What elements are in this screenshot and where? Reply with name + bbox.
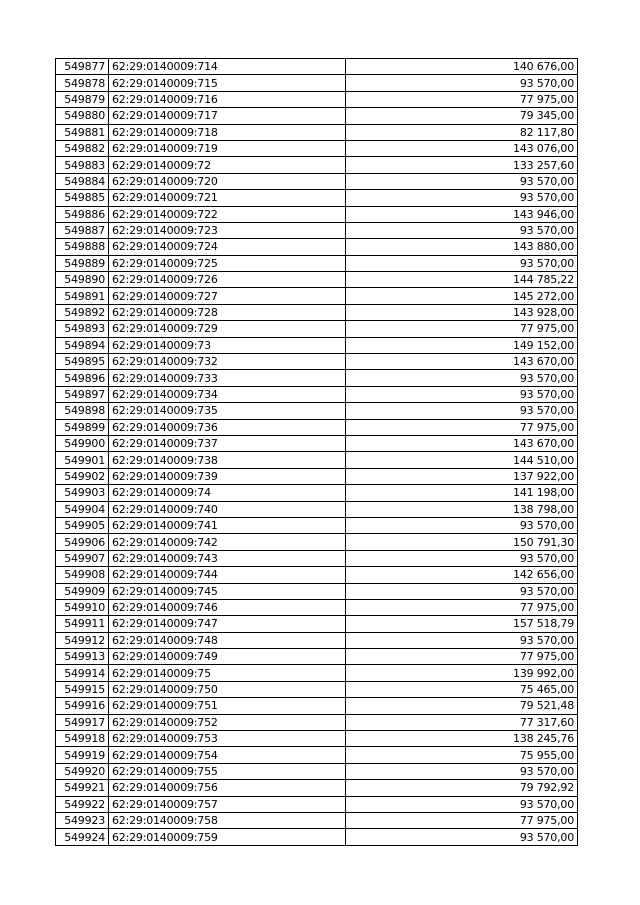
value-cell: 77 317,60 [346, 714, 578, 730]
cadastral-number-cell: 62:29:0140009:759 [109, 829, 346, 845]
table-row [56, 665, 578, 681]
row-number-cell: 549884 [56, 173, 109, 189]
table-row [56, 370, 578, 386]
value-cell: 93 570,00 [346, 386, 578, 402]
cadastral-number-cell: 62:29:0140009:753 [109, 731, 346, 747]
cadastral-number-cell: 62:29:0140009:721 [109, 190, 346, 206]
table-row [56, 812, 578, 828]
table-row [56, 321, 578, 337]
table-row [56, 206, 578, 222]
cadastral-number-cell: 62:29:0140009:75 [109, 665, 346, 681]
table-row [56, 108, 578, 124]
table-row [56, 616, 578, 632]
row-number-cell: 549913 [56, 649, 109, 665]
row-number-cell: 549895 [56, 354, 109, 370]
table-row [56, 534, 578, 550]
value-cell: 141 198,00 [346, 485, 578, 501]
value-cell: 143 946,00 [346, 206, 578, 222]
cadastral-number-cell: 62:29:0140009:728 [109, 304, 346, 320]
value-cell: 143 076,00 [346, 140, 578, 156]
table-row [56, 140, 578, 156]
row-number-cell: 549924 [56, 829, 109, 845]
cadastral-number-cell: 62:29:0140009:715 [109, 75, 346, 91]
cadastral-number-cell: 62:29:0140009:735 [109, 403, 346, 419]
row-number-cell: 549894 [56, 337, 109, 353]
table-row [56, 157, 578, 173]
cadastral-number-cell: 62:29:0140009:749 [109, 649, 346, 665]
value-cell: 142 656,00 [346, 567, 578, 583]
row-number-cell: 549898 [56, 403, 109, 419]
row-number-cell: 549920 [56, 763, 109, 779]
cadastral-number-cell: 62:29:0140009:736 [109, 419, 346, 435]
table-row [56, 829, 578, 845]
table-row [56, 435, 578, 451]
row-number-cell: 549899 [56, 419, 109, 435]
value-cell: 157 518,79 [346, 616, 578, 632]
cadastral-number-cell: 62:29:0140009:734 [109, 386, 346, 402]
table-row [56, 304, 578, 320]
value-cell: 133 257,60 [346, 157, 578, 173]
value-cell: 75 955,00 [346, 747, 578, 763]
row-number-cell: 549882 [56, 140, 109, 156]
table-row [56, 698, 578, 714]
row-number-cell: 549890 [56, 272, 109, 288]
value-cell: 143 670,00 [346, 435, 578, 451]
value-cell: 93 570,00 [346, 517, 578, 533]
cadastral-number-cell: 62:29:0140009:742 [109, 534, 346, 550]
value-cell: 93 570,00 [346, 255, 578, 271]
cadastral-number-cell: 62:29:0140009:720 [109, 173, 346, 189]
cadastral-number-cell: 62:29:0140009:738 [109, 452, 346, 468]
row-number-cell: 549910 [56, 599, 109, 615]
cadastral-number-cell: 62:29:0140009:723 [109, 222, 346, 238]
value-cell: 144 510,00 [346, 452, 578, 468]
row-number-cell: 549886 [56, 206, 109, 222]
value-cell: 149 152,00 [346, 337, 578, 353]
table-row [56, 550, 578, 566]
table-row [56, 714, 578, 730]
cadastral-number-cell: 62:29:0140009:726 [109, 272, 346, 288]
table-row [56, 173, 578, 189]
table-row [56, 763, 578, 779]
table-row [56, 190, 578, 206]
value-cell: 150 791,30 [346, 534, 578, 550]
cadastral-number-cell: 62:29:0140009:74 [109, 485, 346, 501]
value-cell: 93 570,00 [346, 763, 578, 779]
row-number-cell: 549918 [56, 731, 109, 747]
cadastral-number-cell: 62:29:0140009:744 [109, 567, 346, 583]
value-cell: 79 345,00 [346, 108, 578, 124]
cadastral-number-cell: 62:29:0140009:718 [109, 124, 346, 140]
cadastral-number-cell: 62:29:0140009:737 [109, 435, 346, 451]
row-number-cell: 549889 [56, 255, 109, 271]
value-cell: 93 570,00 [346, 583, 578, 599]
value-cell: 93 570,00 [346, 75, 578, 91]
cadastral-number-cell: 62:29:0140009:750 [109, 681, 346, 697]
table-row [56, 501, 578, 517]
value-cell: 93 570,00 [346, 632, 578, 648]
value-cell: 93 570,00 [346, 173, 578, 189]
row-number-cell: 549887 [56, 222, 109, 238]
row-number-cell: 549914 [56, 665, 109, 681]
table-row [56, 59, 578, 75]
row-number-cell: 549901 [56, 452, 109, 468]
value-cell: 77 975,00 [346, 599, 578, 615]
table-row [56, 567, 578, 583]
cadastral-number-cell: 62:29:0140009:757 [109, 796, 346, 812]
table-row [56, 747, 578, 763]
value-cell: 77 975,00 [346, 649, 578, 665]
table-row [56, 599, 578, 615]
table-row [56, 354, 578, 370]
row-number-cell: 549891 [56, 288, 109, 304]
table-row [56, 583, 578, 599]
value-cell: 75 465,00 [346, 681, 578, 697]
cadastral-value-table [55, 58, 578, 846]
row-number-cell: 549903 [56, 485, 109, 501]
table-row [56, 632, 578, 648]
table-row [56, 386, 578, 402]
table-row [56, 403, 578, 419]
row-number-cell: 549888 [56, 239, 109, 255]
table-row [56, 288, 578, 304]
row-number-cell: 549883 [56, 157, 109, 173]
row-number-cell: 549921 [56, 780, 109, 796]
table-row [56, 91, 578, 107]
value-cell: 144 785,22 [346, 272, 578, 288]
value-cell: 138 245,76 [346, 731, 578, 747]
value-cell: 79 792,92 [346, 780, 578, 796]
document-page [55, 58, 578, 846]
cadastral-number-cell: 62:29:0140009:714 [109, 59, 346, 75]
cadastral-number-cell: 62:29:0140009:732 [109, 354, 346, 370]
row-number-cell: 549915 [56, 681, 109, 697]
table-row [56, 731, 578, 747]
value-cell: 82 117,80 [346, 124, 578, 140]
row-number-cell: 549900 [56, 435, 109, 451]
value-cell: 93 570,00 [346, 796, 578, 812]
value-cell: 93 570,00 [346, 829, 578, 845]
value-cell: 140 676,00 [346, 59, 578, 75]
cadastral-number-cell: 62:29:0140009:73 [109, 337, 346, 353]
value-cell: 77 975,00 [346, 321, 578, 337]
cadastral-number-cell: 62:29:0140009:727 [109, 288, 346, 304]
row-number-cell: 549877 [56, 59, 109, 75]
cadastral-number-cell: 62:29:0140009:733 [109, 370, 346, 386]
row-number-cell: 549907 [56, 550, 109, 566]
cadastral-number-cell: 62:29:0140009:758 [109, 812, 346, 828]
row-number-cell: 549904 [56, 501, 109, 517]
row-number-cell: 549896 [56, 370, 109, 386]
table-row [56, 239, 578, 255]
row-number-cell: 549905 [56, 517, 109, 533]
row-number-cell: 549923 [56, 812, 109, 828]
table-row [56, 272, 578, 288]
value-cell: 143 928,00 [346, 304, 578, 320]
value-cell: 137 922,00 [346, 468, 578, 484]
row-number-cell: 549879 [56, 91, 109, 107]
table-row [56, 681, 578, 697]
row-number-cell: 549917 [56, 714, 109, 730]
row-number-cell: 549881 [56, 124, 109, 140]
value-cell: 93 570,00 [346, 550, 578, 566]
cadastral-number-cell: 62:29:0140009:739 [109, 468, 346, 484]
value-cell: 143 880,00 [346, 239, 578, 255]
row-number-cell: 549922 [56, 796, 109, 812]
table-row [56, 124, 578, 140]
cadastral-number-cell: 62:29:0140009:716 [109, 91, 346, 107]
table-row [56, 337, 578, 353]
value-cell: 93 570,00 [346, 403, 578, 419]
cadastral-number-cell: 62:29:0140009:745 [109, 583, 346, 599]
value-cell: 145 272,00 [346, 288, 578, 304]
row-number-cell: 549909 [56, 583, 109, 599]
table-row [56, 649, 578, 665]
value-cell: 93 570,00 [346, 190, 578, 206]
cadastral-number-cell: 62:29:0140009:747 [109, 616, 346, 632]
row-number-cell: 549897 [56, 386, 109, 402]
cadastral-number-cell: 62:29:0140009:743 [109, 550, 346, 566]
value-cell: 77 975,00 [346, 91, 578, 107]
value-cell: 77 975,00 [346, 812, 578, 828]
table-row [56, 780, 578, 796]
table-row [56, 419, 578, 435]
row-number-cell: 549893 [56, 321, 109, 337]
row-number-cell: 549916 [56, 698, 109, 714]
row-number-cell: 549912 [56, 632, 109, 648]
cadastral-number-cell: 62:29:0140009:717 [109, 108, 346, 124]
row-number-cell: 549911 [56, 616, 109, 632]
cadastral-number-cell: 62:29:0140009:722 [109, 206, 346, 222]
cadastral-number-cell: 62:29:0140009:754 [109, 747, 346, 763]
row-number-cell: 549906 [56, 534, 109, 550]
value-cell: 77 975,00 [346, 419, 578, 435]
row-number-cell: 549878 [56, 75, 109, 91]
cadastral-number-cell: 62:29:0140009:740 [109, 501, 346, 517]
value-cell: 93 570,00 [346, 222, 578, 238]
row-number-cell: 549919 [56, 747, 109, 763]
value-cell: 139 992,00 [346, 665, 578, 681]
cadastral-number-cell: 62:29:0140009:746 [109, 599, 346, 615]
cadastral-number-cell: 62:29:0140009:751 [109, 698, 346, 714]
table-row [56, 255, 578, 271]
cadastral-number-cell: 62:29:0140009:72 [109, 157, 346, 173]
row-number-cell: 549908 [56, 567, 109, 583]
cadastral-number-cell: 62:29:0140009:719 [109, 140, 346, 156]
table-row [56, 485, 578, 501]
row-number-cell: 549880 [56, 108, 109, 124]
row-number-cell: 549892 [56, 304, 109, 320]
row-number-cell: 549902 [56, 468, 109, 484]
value-cell: 79 521,48 [346, 698, 578, 714]
table-body [56, 59, 578, 846]
table-row [56, 468, 578, 484]
table-row [56, 796, 578, 812]
cadastral-number-cell: 62:29:0140009:724 [109, 239, 346, 255]
cadastral-number-cell: 62:29:0140009:748 [109, 632, 346, 648]
value-cell: 138 798,00 [346, 501, 578, 517]
cadastral-number-cell: 62:29:0140009:755 [109, 763, 346, 779]
cadastral-number-cell: 62:29:0140009:725 [109, 255, 346, 271]
table-row [56, 452, 578, 468]
row-number-cell: 549885 [56, 190, 109, 206]
table-row [56, 75, 578, 91]
cadastral-number-cell: 62:29:0140009:729 [109, 321, 346, 337]
cadastral-number-cell: 62:29:0140009:756 [109, 780, 346, 796]
cadastral-number-cell: 62:29:0140009:752 [109, 714, 346, 730]
table-row [56, 222, 578, 238]
value-cell: 143 670,00 [346, 354, 578, 370]
cadastral-number-cell: 62:29:0140009:741 [109, 517, 346, 533]
table-row [56, 517, 578, 533]
value-cell: 93 570,00 [346, 370, 578, 386]
